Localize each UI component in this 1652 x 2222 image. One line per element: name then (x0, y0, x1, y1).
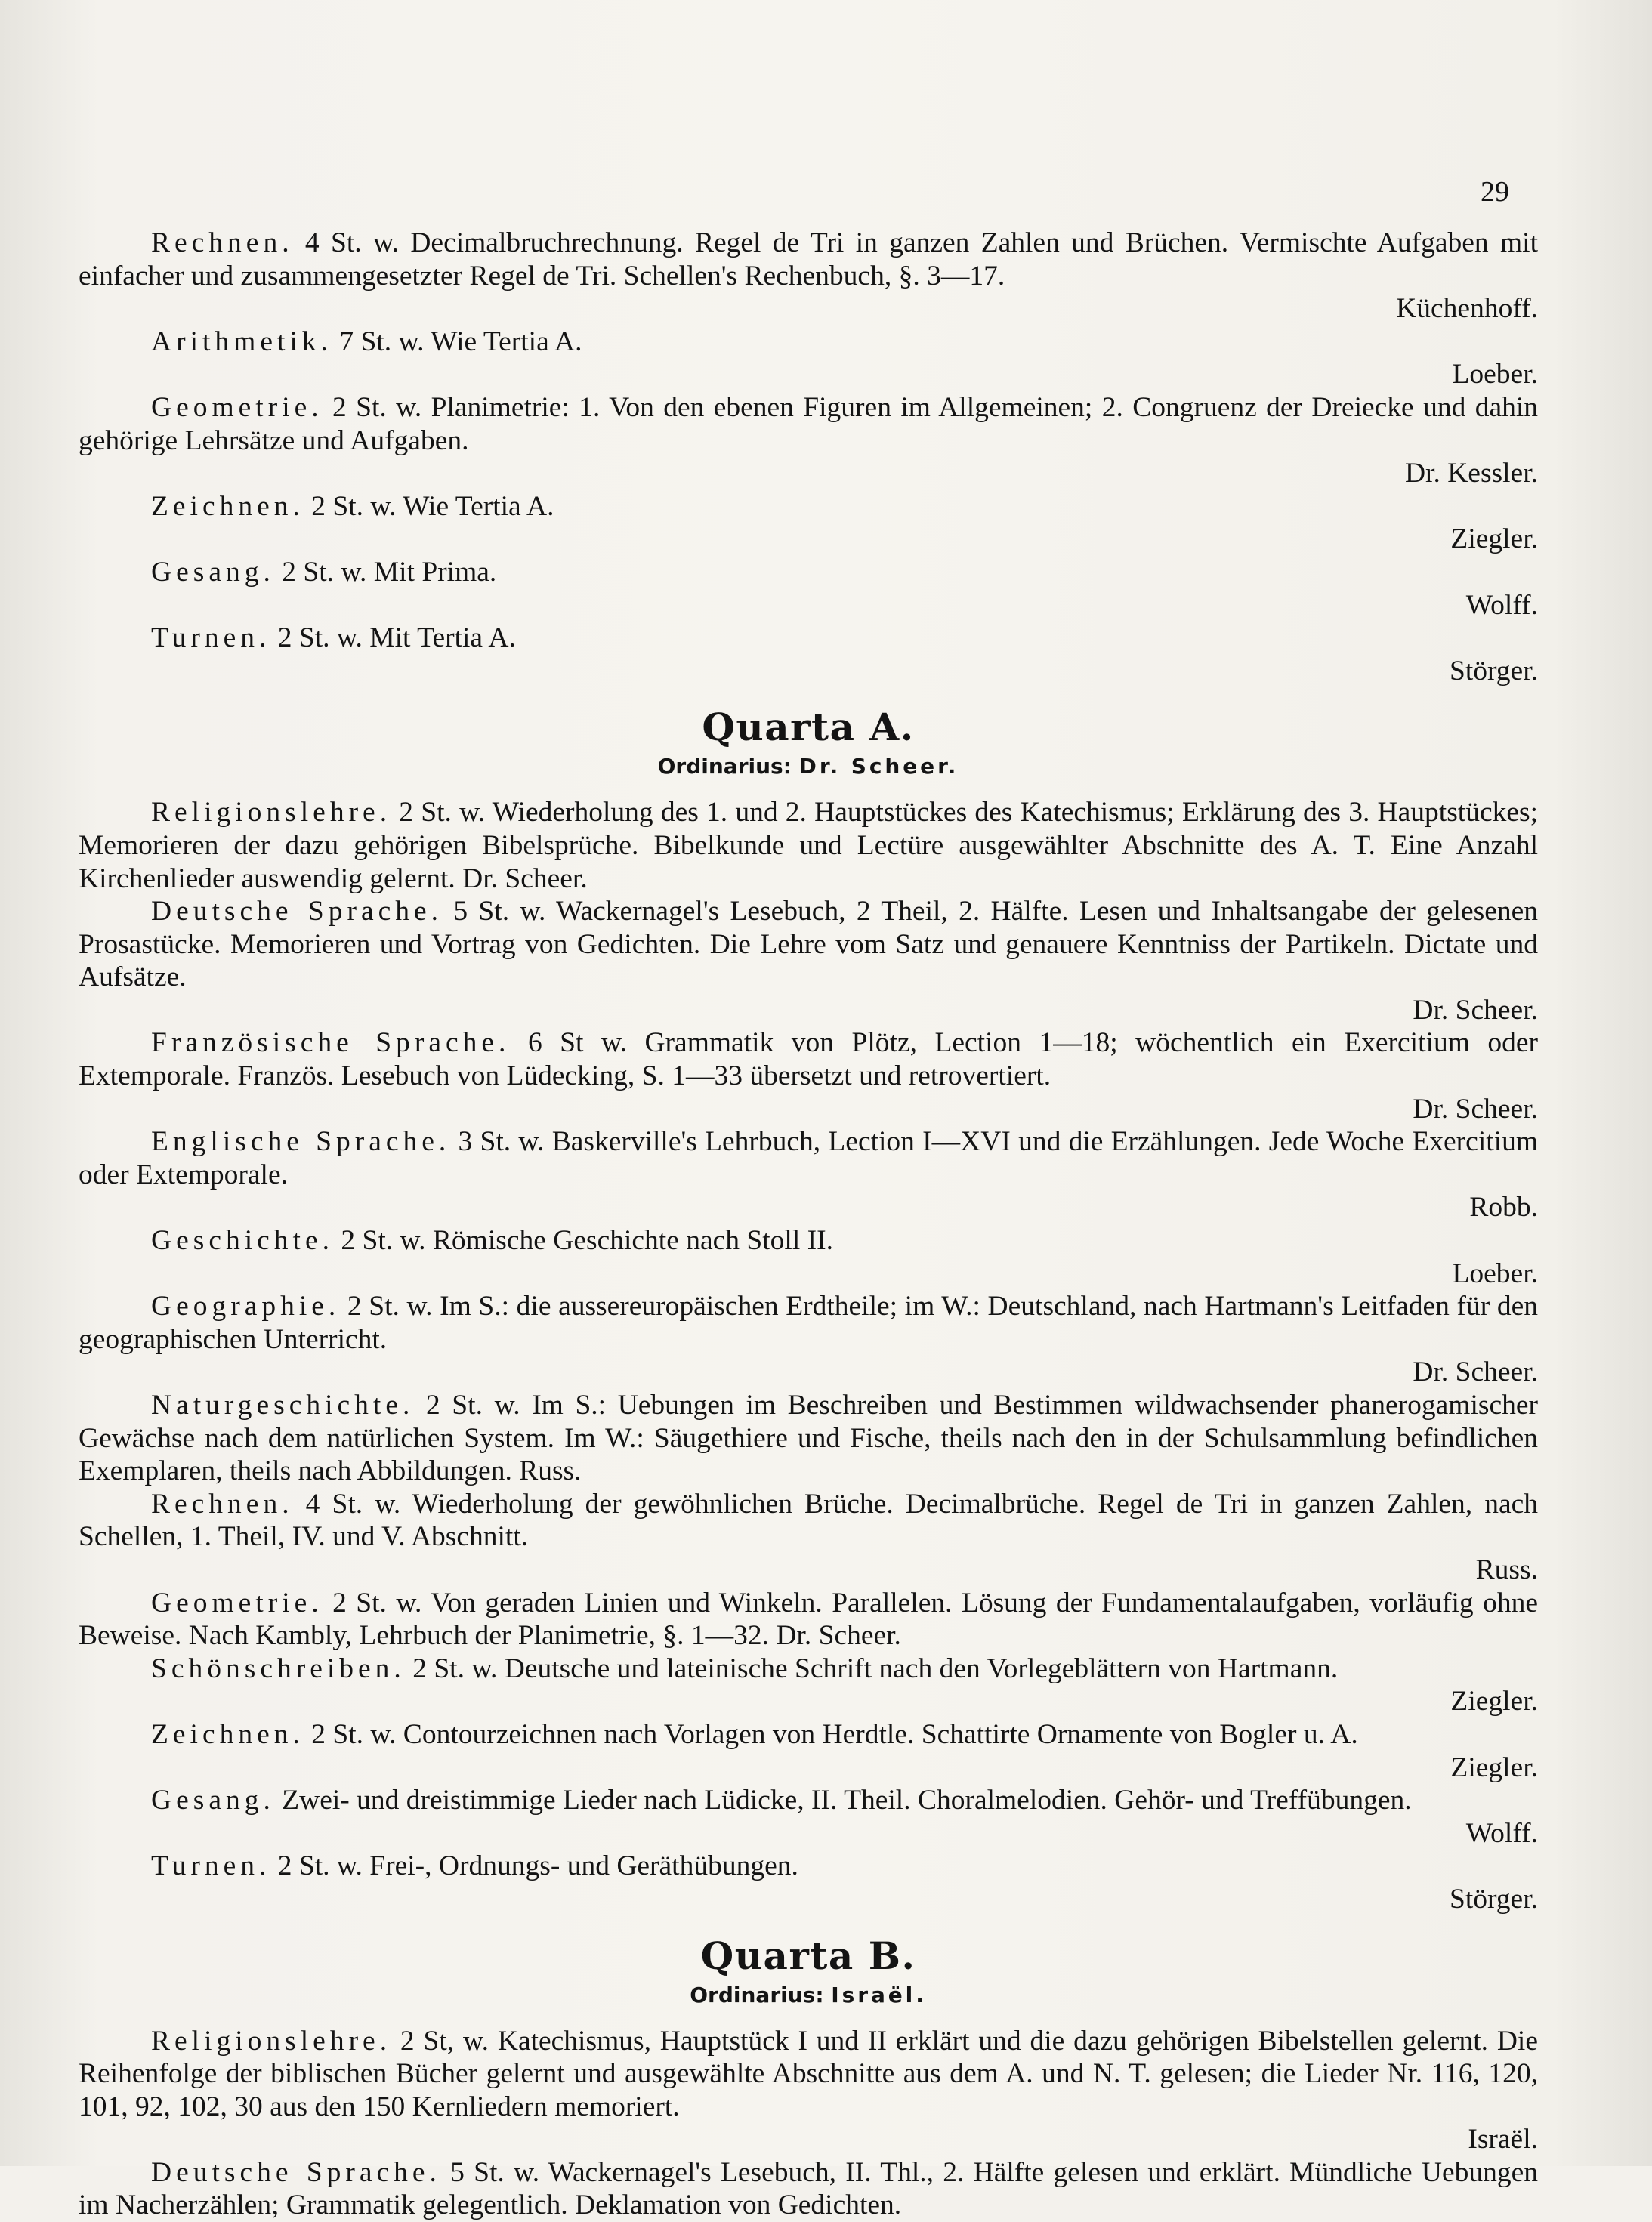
ordinarius-line (79, 1980, 1538, 2011)
subject-label: Deutsche Sprache. (151, 896, 443, 927)
entry-englische-sprache (79, 1125, 1538, 1224)
ordinarius-name: Israël. (831, 1983, 926, 2008)
entry-text: 2 St. w. Deutsche und lateinische Schrift nach den Vorlegeblättern von Hartmann. (412, 1653, 1338, 1684)
subject-label: Naturgeschichte. (151, 1390, 414, 1421)
ordinarius-line (79, 751, 1538, 782)
teacher-name: Loeber. (79, 1258, 1538, 1291)
page-number: 29 (1481, 175, 1509, 208)
entry-geometrie (79, 1587, 1538, 1653)
subject-label: Zeichnen. (151, 1719, 304, 1750)
subject-label: Gesang. (151, 557, 275, 588)
subject-label: Arithmetik. (151, 326, 332, 357)
teacher-name: Robb. (79, 1191, 1538, 1224)
entry-arithmetik (79, 326, 1538, 391)
page-content (79, 227, 1538, 2222)
subject-label: Zeichnen. (151, 491, 304, 522)
entry-text: 2 St. w. Wiederholung des 1. und 2. Hauptstückes des Katechismus; Erklärung des 3. Hauptstückes; Memorieren der dazu gehörigen Bibelsprüche. Bibelkunde und Lectüre ausgewählter Abschnitte des A. T. Eine Anzahl Kirchenlieder auswendig gelernt. Dr. Scheer. (79, 797, 1538, 893)
entry-rechnen (79, 1488, 1538, 1587)
teacher-name: Loeber. (79, 358, 1538, 391)
entry-religionslehre (79, 796, 1538, 895)
entry-geometrie (79, 391, 1538, 490)
entry-gesang (79, 556, 1538, 622)
teacher-name: Dr. Kessler. (79, 457, 1538, 490)
subject-label: Deutsche Sprache. (151, 2157, 441, 2188)
entry-franzoesische-sprache (79, 1026, 1538, 1125)
entry-gesang (79, 1784, 1538, 1850)
entry-text: 4 St. w. Decimalbruchrechnung. Regel de Tri in ganzen Zahlen und Brüchen. Vermischte Aufgaben mit einfacher und zusammengesetzter Regel de Tri. Schellen's Rechenbuch, §. 3—17. (79, 227, 1538, 292)
section-quarta-b (79, 1933, 1538, 2222)
ordinarius-name: Dr. Scheer. (799, 754, 959, 779)
teacher-name: Küchenhoff. (79, 292, 1538, 326)
entry-turnen (79, 622, 1538, 687)
teacher-name: Dr. Scheer. (79, 994, 1538, 1027)
subject-label: Religionslehre. (151, 797, 391, 828)
previous-section-tail (79, 227, 1538, 687)
entry-geschichte (79, 1224, 1538, 1290)
subject-label: Religionslehre. (151, 2026, 391, 2057)
entry-turnen (79, 1850, 1538, 1915)
entry-schoenschreiben (79, 1653, 1538, 1718)
entry-text: 2 St. w. Von geraden Linien und Winkeln. Parallelen. Lösung der Fundamentalaufgaben, vorläufig ohne Beweise. Nach Kambly, Lehrbuch der Planimetrie, §. 1—32. Dr. Scheer. (79, 1588, 1538, 1652)
teacher-name: Ziegler. (79, 1751, 1538, 1785)
subject-label: Geographie. (151, 1291, 340, 1322)
entry-naturgeschichte (79, 1389, 1538, 1488)
entry-text: 2 St. w. Contourzeichnen nach Vorlagen von Herdtle. Schattirte Ornamente von Bogler u. A. (311, 1719, 1357, 1750)
entry-text: 2 St. w. Mit Tertia A. (278, 622, 516, 653)
entry-geographie (79, 1290, 1538, 1389)
entry-text: 2 St. w. Wie Tertia A. (311, 491, 554, 522)
entry-text: 5 St. w. Wackernagel's Lesebuch, 2 Theil, 2. Hälfte. Lesen und Inhaltsangabe der gelesenen Prosastücke. Memorieren und Vortrag von Gedichten. Die Lehre vom Satz und genauere Kenntniss der Partikeln. Dictate und Aufsätze. (79, 896, 1538, 992)
entry-text: 5 St. w. Wackernagel's Lesebuch, II. Thl., 2. Hälfte gelesen und erklärt. Mündliche Uebungen im Nacherzählen; Grammatik gelegentlich. Deklamation von Gedichten. (79, 2157, 1538, 2221)
entry-text: 3 St. w. Baskerville's Lehrbuch, Lection I—XVI und die Erzählungen. Jede Woche Exercitium oder Extemporale. (79, 1126, 1538, 1190)
entry-text: 2 St. w. Im S.: Uebungen im Beschreiben und Bestimmen wildwachsender phanerogamischer Gewächse nach dem natürlichen System. Im W.: Säugethiere und Fische, theils nach den in der Schulsammlung befindlichen Exemplaren, theils nach Abbildungen. Russ. (79, 1390, 1538, 1486)
subject-label: Englische Sprache. (151, 1126, 450, 1157)
teacher-name: Ziegler. (79, 1685, 1538, 1718)
subject-label: Französische Sprache. (151, 1027, 510, 1058)
entry-deutsche-sprache (79, 895, 1538, 1026)
subject-label: Rechnen. (151, 1489, 294, 1520)
entry-text: 2 St, w. Katechismus, Hauptstück I und II erklärt und die dazu gehörigen Bibelstellen gelernt. Die Reihenfolge der biblischen Bücher gelernt und ausgewählte Abschnitte aus dem A. und N. T. gelesen; die Lieder Nr. 116, 120, 101, 92, 102, 30 aus den 150 Kernliedern memoriert. (79, 2026, 1538, 2122)
teacher-name: Wolff. (79, 1817, 1538, 1850)
teacher-name: Dr. Scheer. (79, 1356, 1538, 1389)
entry-text: 2 St. w. Römische Geschichte nach Stoll II. (341, 1225, 833, 1256)
subject-label: Turnen. (151, 622, 270, 653)
teacher-name: Störger. (79, 1883, 1538, 1916)
section-quarta-a (79, 704, 1538, 1915)
entry-text: 2 St. w. Mit Prima. (282, 557, 496, 588)
subject-label: Turnen. (151, 1850, 270, 1881)
teacher-name: Israël. (79, 2123, 1538, 2156)
teacher-name: Dr. Scheer. (79, 1093, 1538, 1126)
teacher-name: Wolff. (79, 589, 1538, 622)
entry-zeichnen (79, 1718, 1538, 1784)
entry-text: 2 St. w. Im S.: die aussereuropäischen Erdtheile; im W.: Deutschland, nach Hartmann's Leitfaden für den geographischen Unterricht. (79, 1291, 1538, 1355)
entry-text: 4 St. w. Wiederholung der gewöhnlichen Brüche. Decimalbrüche. Regel de Tri in ganzen Zahlen, nach Schellen, 1. Theil, IV. und V. Abschnitt. (79, 1489, 1538, 1553)
entry-zeichnen (79, 490, 1538, 556)
section-title: Quarta A. (79, 704, 1538, 751)
subject-label: Schönschreiben. (151, 1653, 406, 1684)
subject-label: Gesang. (151, 1785, 275, 1816)
entry-text: Zwei- und dreistimmige Lieder nach Lüdicke, II. Theil. Choralmelodien. Gehör- und Treffübungen. (282, 1785, 1411, 1816)
section-title: Quarta B. (79, 1933, 1538, 1980)
entry-text: 7 St. w. Wie Tertia A. (339, 326, 582, 357)
subject-label: Geometrie. (151, 1588, 323, 1619)
entry-rechnen (79, 227, 1538, 326)
subject-label: Geschichte. (151, 1225, 334, 1256)
teacher-name: Russ. (79, 1554, 1538, 1587)
entry-text: 2 St. w. Frei-, Ordnungs- und Geräthübungen. (278, 1850, 798, 1881)
entry-text: 6 St w. Grammatik von Plötz, Lection 1—18; wöchentlich ein Exercitium oder Extemporale. Französ. Lesebuch von Lüdecking, S. 1—33 übersetzt und retrovertiert. (79, 1027, 1538, 1091)
ordinarius-label: Ordinarius: (658, 754, 792, 779)
entry-religionslehre (79, 2025, 1538, 2156)
entry-text: 2 St. w. Planimetrie: 1. Von den ebenen Figuren im Allgemeinen; 2. Congruenz der Dreiecke und dahin gehörige Lehrsätze und Aufgaben. (79, 392, 1538, 456)
subject-label: Rechnen. (151, 227, 294, 258)
teacher-name: Ziegler. (79, 523, 1538, 556)
ordinarius-label: Ordinarius: (690, 1983, 823, 2008)
subject-label: Geometrie. (151, 392, 323, 423)
teacher-name: Störger. (79, 655, 1538, 688)
